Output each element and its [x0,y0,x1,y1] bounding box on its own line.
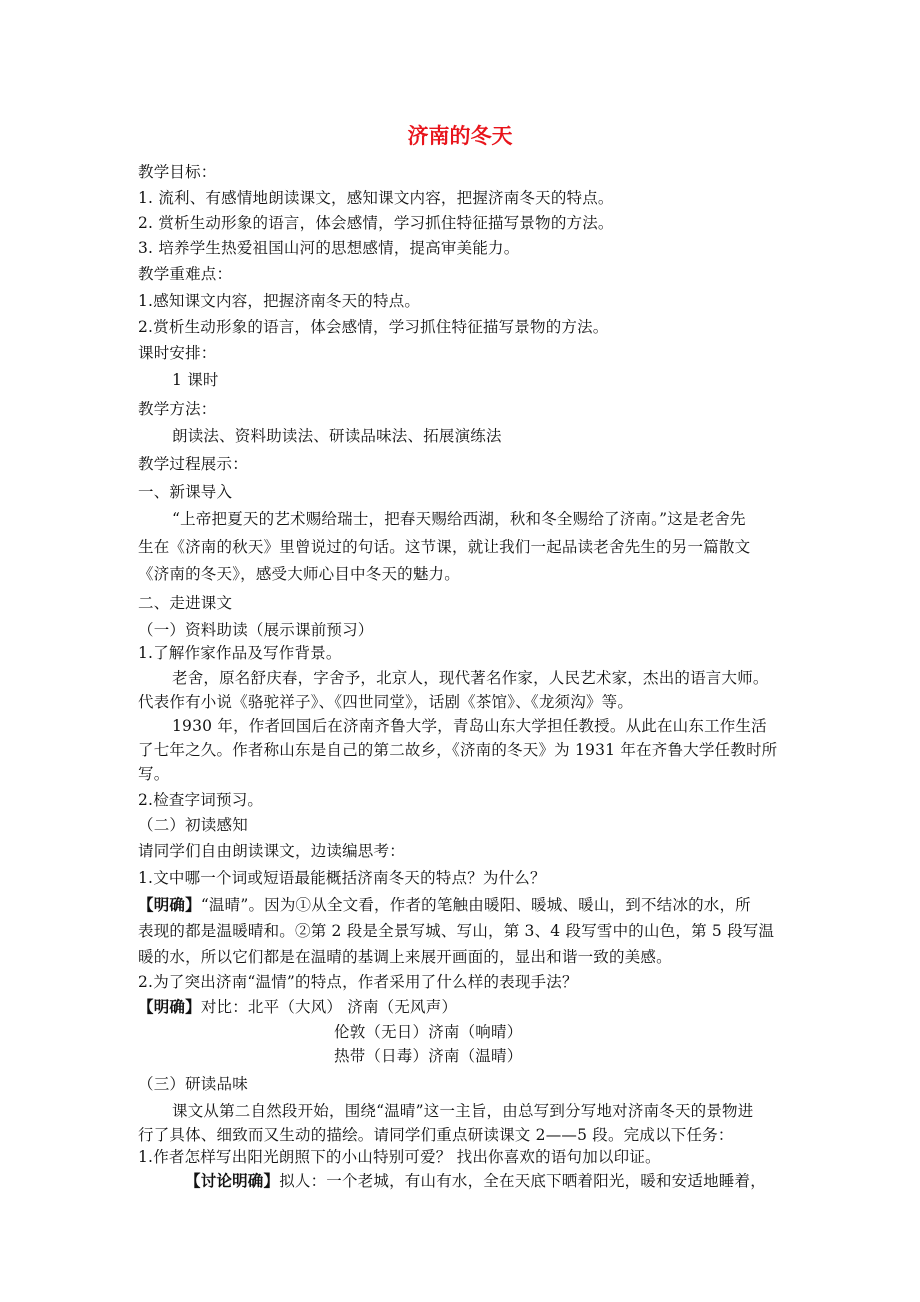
task-question-1: 1.作者怎样写出阳光朗照下的小山特别可爱？ 找出你喜欢的语句加以印证。 [138,1148,661,1166]
answer-label: 【明确】 [138,895,201,914]
subsection-3-heading: （三）研读品味 [138,1075,248,1093]
answer-2-text: 对比：北平（大风） 济南（无风声） [200,998,458,1016]
section-2-heading: 二、走进课文 [138,594,233,612]
author-line-2: 代表作有小说《骆驼祥子》、《四世同堂》，话剧《茶馆》、《龙须沟》等。 [138,693,634,711]
reading-instruction: 请同学们自由朗读课文，边读编思考： [138,842,405,860]
discussion-label: 【讨论明确】 [185,1171,280,1190]
subsection-1-heading: （一）资料助读（展示课前预习） [138,621,374,639]
objective-2: 2. 赏析生动形象的语言，体会感情，学习抓住特征描写景物的方法。 [138,214,614,232]
document-title: 济南的冬天 [407,124,513,148]
author-line-1: 老舍，原名舒庆春，字舍予，北京人，现代著名作家，人民艺术家，杰出的语言大师。 [172,669,769,687]
answer-label: 【明确】 [138,997,201,1016]
intro-line-3: 《济南的冬天》，感受大师心目中冬天的魅力。 [138,565,460,583]
section-1-heading: 一、新课导入 [138,483,233,501]
answer-1-text: “温晴”。因为①从全文看，作者的笔触由暖阳、暖城、暖山，到不结冰的水，所 [200,896,751,914]
intro-line-1: “上帝把夏天的艺术赐给瑞士，把春天赐给西湖，秋和冬全赐给了济南。”这是老舍先 [172,510,746,528]
background-line-1: 1930 年，作者回国后在济南齐鲁大学，青岛山东大学担任教授。从此在山东工作生活 [172,717,767,735]
intro-line-2: 生在《济南的秋天》里曾说过的句话。这节课，就让我们一起品读老舍先生的另一篇散文 [138,538,751,556]
background-line-2: 了七年之久。作者称山东是自己的第二故乡，《济南的冬天》为 1931 年在齐鲁大学任教时所 [138,741,778,759]
schedule-value: 1 课时 [172,371,219,389]
objective-1: 1. 流利、有感情地朗读课文，感知课文内容，把握济南冬天的特点。 [138,189,614,207]
objective-3: 3. 培养学生热爱祖国山河的思想感情，提高审美能力。 [138,239,520,257]
heading-process: 教学过程展示： [138,455,248,473]
item-author-background: 1.了解作家作品及写作背景。 [138,644,342,662]
study-line-1: 课文从第二自然段开始，围绕“温晴”这一主旨，由总写到分写地对济南冬天的景物进 [172,1102,754,1120]
heading-methods: 教学方法： [138,400,217,418]
heading-schedule: 课时安排： [138,344,217,362]
answer-1-line-3: 暖的水，所以它们都是在温晴的基调上来展开画面的，显出和谐一致的美感。 [138,948,672,966]
question-1: 1.文中哪一个词或短语最能概括济南冬天的特点？为什么？ [138,869,546,887]
background-line-3: 写。 [138,765,170,783]
item-vocab-check: 2.检查字词预习。 [138,791,264,809]
answer-1-line-1 [138,894,751,916]
heading-objectives: 教学目标： [138,163,217,181]
answer-2-line-3: 热带（日毒）济南（温晴） [334,1047,523,1065]
heading-key-points: 教学重难点： [138,265,233,283]
subsection-2-heading: （二）初读感知 [138,816,248,834]
question-2: 2.为了突出济南“温情”的特点，作者采用了什么样的表现手法？ [138,973,578,991]
study-line-2: 行了具体、细致而又生动的描绘。请同学们重点研读课文 2——5 段。完成以下任务： [138,1126,734,1144]
answer-1-line-2: 表现的都是温暖晴和。②第 2 段是全景写城、写山，第 3、4 段写雪中的山色，第 5 段写温 [138,922,775,940]
methods-value: 朗读法、资料助读法、研读品味法、拓展演练法 [172,427,502,445]
answer-2-line-2: 伦敦（无日）济南（响晴） [334,1023,523,1041]
discussion-text: 拟人：一个老城，有山有水，全在天底下晒着阳光，暖和安适地睡着， [279,1172,766,1190]
discussion-line-1 [185,1170,766,1192]
key-point-1: 1.感知课文内容，把握济南冬天的特点。 [138,292,421,310]
answer-2-line-1 [138,996,457,1018]
key-point-2: 2.赏析生动形象的语言，体会感情，学习抓住特征描写景物的方法。 [138,318,609,336]
